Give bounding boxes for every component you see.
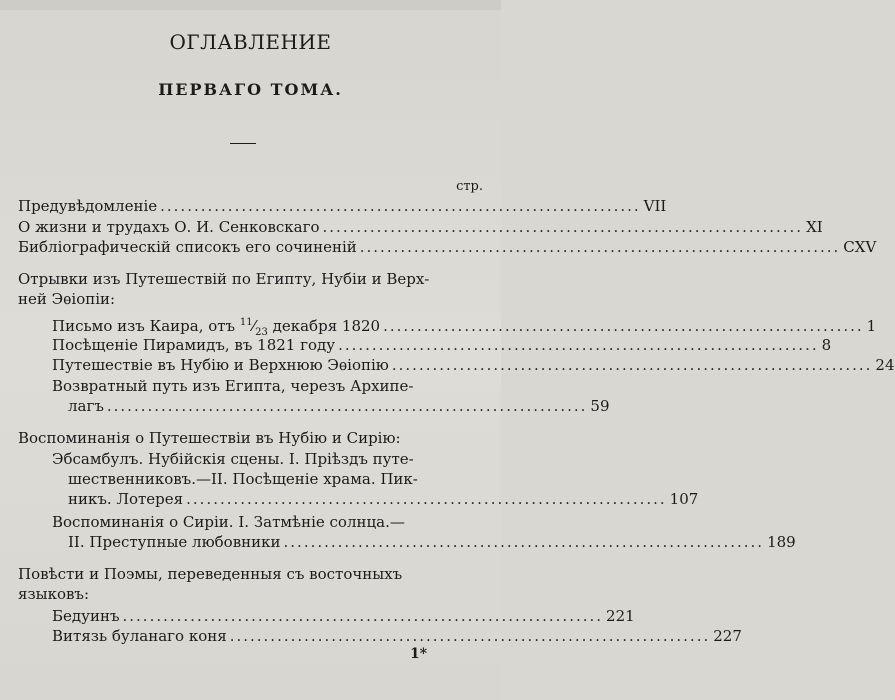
toc-entry: [68, 533, 796, 551]
toc-entry-title: Письмо изъ Каира, отъ $^{11}⁄_{23}$ декабря 1820: [52, 317, 381, 338]
dot-leader: .......................................................................: [160, 197, 641, 215]
toc-entry-title: Бедуинъ: [52, 607, 120, 625]
date-fraction-denominator: 23: [255, 327, 268, 338]
toc-entry: [68, 490, 699, 508]
toc-entry-page: CXV: [843, 238, 877, 256]
title-divider: [230, 143, 256, 144]
toc-entry: [52, 356, 895, 374]
toc-entry: [18, 238, 877, 256]
toc-entry-page: 221: [606, 607, 635, 625]
toc-entry-page: 227: [713, 627, 742, 645]
toc-entry: [18, 197, 667, 215]
toc-entry-title: Библіографическій списокъ его сочиненій: [18, 238, 357, 256]
toc-entry-title: Витязь буланаго коня: [52, 627, 227, 645]
toc-entry-title: Предувѣдомленіе: [18, 197, 158, 215]
toc-entry-title: Посѣщеніе Пирамидъ, въ 1821 году: [52, 336, 336, 354]
toc-entry: [52, 607, 635, 625]
section-title: языковъ:: [18, 585, 90, 603]
dot-leader: .......................................................................: [322, 218, 804, 236]
toc-entry-title: Путешествіе въ Нубію и Верхнюю Эѳіопію: [52, 356, 389, 374]
previous-page-bleed: [0, 0, 501, 10]
dot-leader: .......................................................................: [391, 356, 873, 374]
toc-entry-page: 107: [669, 490, 699, 508]
toc-entry-page: 24: [875, 356, 895, 374]
toc-entry: [68, 397, 610, 415]
page-subtitle: ПЕРВАГО ТОМА.: [158, 80, 343, 99]
toc-entry-page: 8: [821, 336, 832, 354]
dot-leader: .......................................................................: [106, 397, 588, 415]
date-fraction-numerator: 11: [239, 317, 253, 328]
dot-leader: .......................................................................: [338, 336, 819, 354]
page-title: ОГЛАВЛЕНИЕ: [169, 30, 332, 54]
dot-leader: .......................................................................: [359, 238, 841, 256]
toc-entry-page: 59: [590, 397, 610, 415]
section-title: Отрывки изъ Путешествій по Египту, Нубіи и Верх-: [18, 270, 430, 288]
section-title: Повѣсти и Поэмы, переведенныя съ восточныхъ: [18, 565, 403, 583]
section-title: Воспоминанія о Путешествіи въ Нубію и Сирію:: [18, 429, 401, 447]
toc-entry: [52, 627, 742, 645]
dot-leader: .......................................................................: [383, 317, 864, 335]
toc-entry-page: VII: [643, 197, 667, 215]
dot-leader: .......................................................................: [229, 627, 711, 645]
toc-entry-title: Возвратный путь изъ Египта, черезъ Архипе-: [52, 377, 414, 395]
toc-entry-title: никъ. Лотерея: [68, 490, 184, 508]
toc-entry: [18, 218, 823, 236]
toc-entry-page: 1: [866, 317, 877, 335]
toc-entry-title: лагъ: [68, 397, 104, 415]
toc-entry-title: Воспоминанія о Сиріи. I. Затмѣніе солнца.—: [52, 513, 405, 531]
dot-leader: .......................................................................: [186, 490, 667, 508]
toc-entry-title: Эбсамбулъ. Нубійскія сцены. I. Пріѣздъ путе-: [52, 450, 414, 468]
toc-entry-title: О жизни и трудахъ О. И. Сенковскаго: [18, 218, 320, 236]
signature-mark: 1*: [410, 646, 428, 662]
toc-entry-title: шественниковъ.—II. Посѣщеніе храма. Пик-: [68, 470, 418, 488]
toc-entry: [52, 336, 832, 354]
toc-entry-title: II. Преступные любовники: [68, 533, 281, 551]
dot-leader: .......................................................................: [283, 533, 765, 551]
dot-leader: .......................................................................: [122, 607, 604, 625]
page-column-header: стр.: [456, 179, 483, 194]
toc-entry-page: XI: [806, 218, 823, 236]
section-title: ней Эѳіопіи:: [18, 290, 116, 308]
toc-entry-page: 189: [767, 533, 796, 551]
